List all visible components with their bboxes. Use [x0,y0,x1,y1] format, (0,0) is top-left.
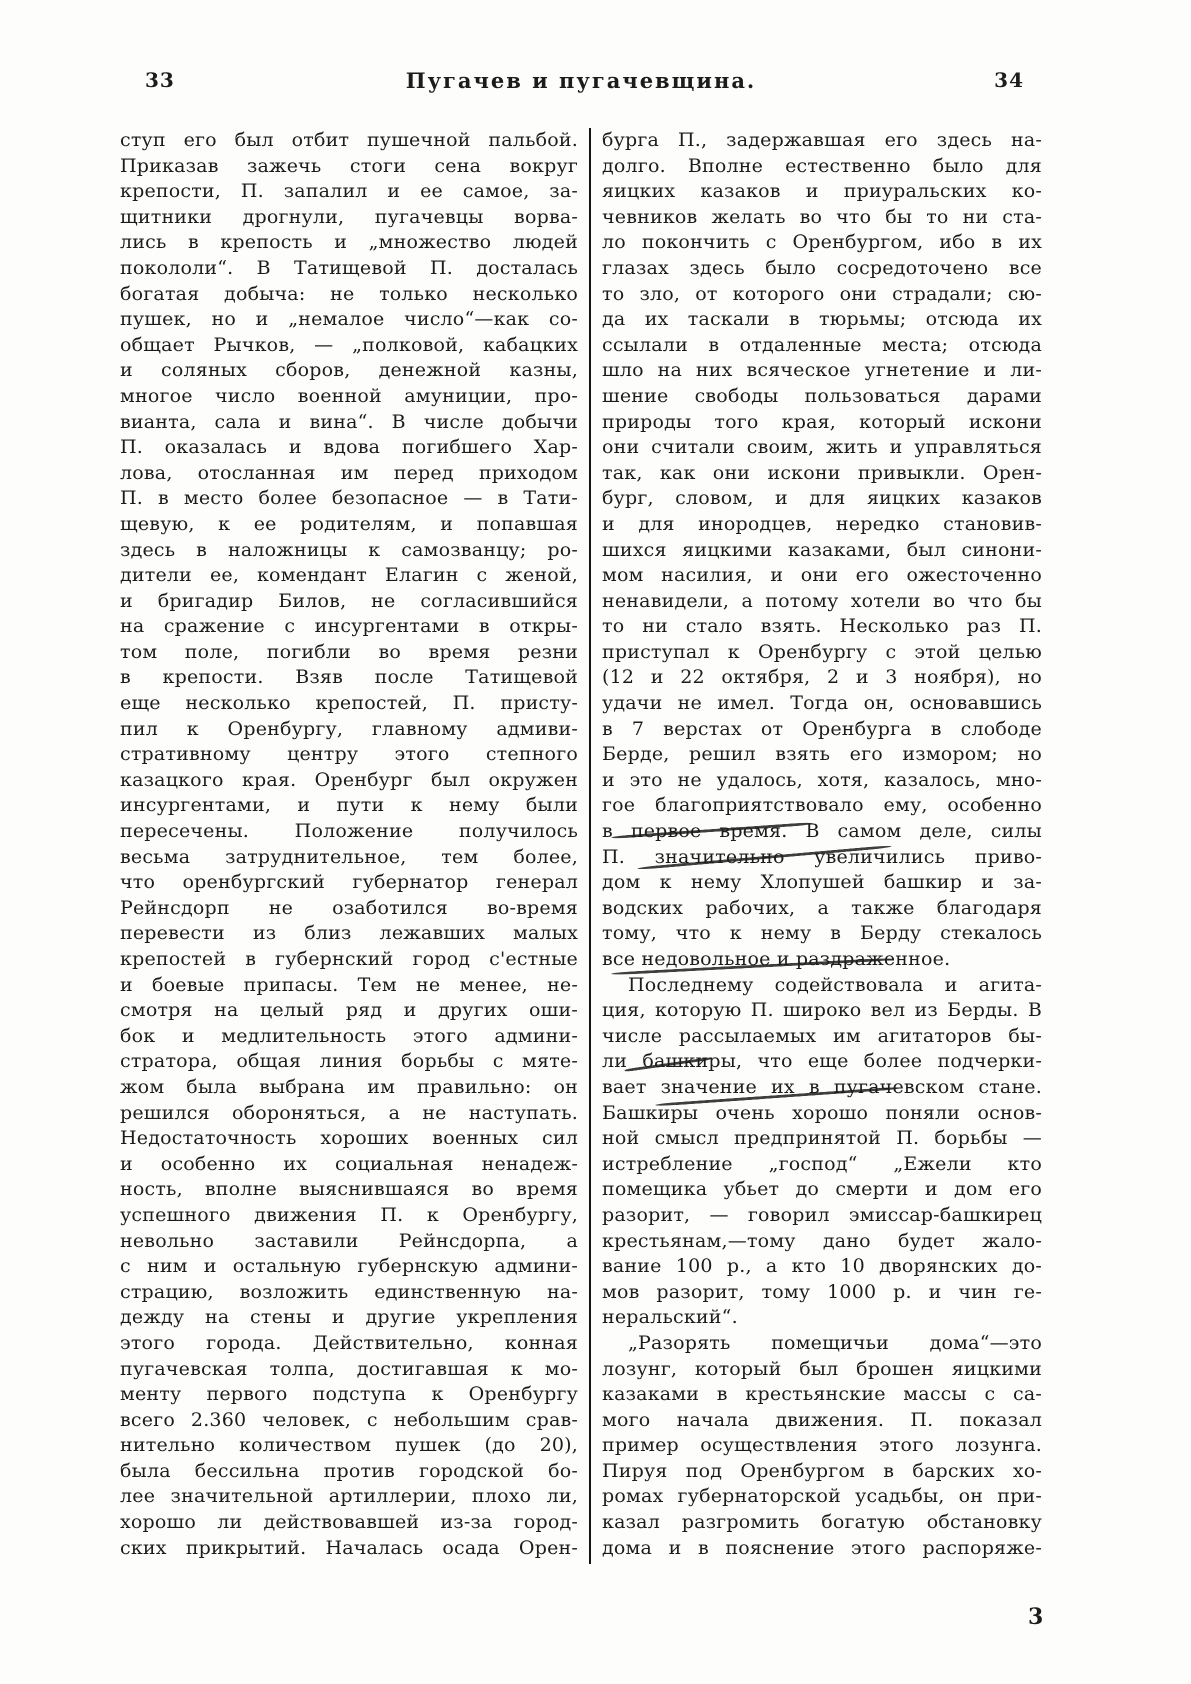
text-line: с ним и остальную губернскую админи- [120,1255,578,1278]
text-columns [120,128,1042,1564]
text-line: шихся яицкими казаками, был синони- [602,538,1042,561]
text-line: „Разорять помещичьи дома“—это [628,1331,1042,1354]
text-line: ность, вполне выяснившаяся во время [120,1178,578,1201]
text-line: ненавидели, а потому хотели во что бы [602,589,1042,612]
text-line: покололи“. В Татищевой П. досталась [120,256,578,279]
text-line: мов разорит, тому 1000 р. и чин ге- [602,1280,1042,1303]
text-line: шло на них всяческое угнетение и ли- [602,359,1042,382]
text-line: Рейнсдорп не озаботился во-время [120,896,578,919]
text-line: мого начала движения. П. показал [602,1408,1042,1431]
text-line: долго. Вполне естественно было для [602,154,1042,177]
text-line: тому, что к нему в Берду стекалось [602,922,1042,945]
pen-strike-mark [624,1057,712,1072]
text-line: ромах губернаторской усадьбы, он при- [602,1485,1042,1508]
text-line: казал разгромить богатую обстановку [602,1511,1042,1534]
text-line: они считали своим, жить и управляться [602,436,1042,459]
text-line: шение свободы пользоваться дарами [602,384,1042,407]
left-column [120,128,578,1561]
text-line: то зло, от которого они страдали; сю- [602,282,1042,305]
text-line: все недовольное и раздраженное. [602,947,1042,973]
text-line: да их таскали в тюрьмы; отсюда их [602,308,1042,331]
text-line: лозунг, который был брошен яицкими [602,1357,1042,1380]
text-line: еще несколько крепостей, П. присту- [120,692,578,715]
text-line: чевников желать во что бы то ни ста- [602,205,1042,228]
text-line: крепости, П. запалил и ее самое, за- [120,180,578,203]
text-line: крепостей в губернский город с'естные [120,948,578,970]
text-line: щевую, к ее родителям, и попавшая [120,512,578,535]
text-line: разорит, — говорил эмиссар-башкирец [602,1203,1042,1226]
page-number-left: 33 [145,68,175,92]
text-line: бок и медлительность этого админи- [120,1024,578,1047]
text-line: пересечены. Положение получилось [120,820,578,843]
text-line: гое благоприятствовало ему, особенно [602,794,1042,817]
text-line: жом была выбрана им правильно: он [120,1075,578,1098]
text-line: то ни стало взять. Несколько раз П. [602,615,1042,638]
text-line: мом насилия, и они его ожесточенно [602,564,1042,587]
text-line: глазах здесь было сосредоточено все [602,256,1042,279]
text-line: Недостаточность хороших военных сил [120,1127,578,1150]
text-line: Последнему содействовала и агита- [628,973,1042,996]
text-line: и боевые припасы. Тем не менее, не- [120,973,578,996]
text-line: ция, которую П. широко вел из Берды. В [602,999,1042,1022]
text-line: Приказав зажечь стоги сена вокруг [120,154,578,177]
text-line: бурга П., задержавшая его здесь на- [602,129,1042,151]
text-line: дома и в пояснение этого распоряже- [602,1536,1042,1559]
text-line: крестьянам,—тому дано будет жало- [602,1229,1042,1252]
text-line: и соляных сборов, денежной казны, [120,359,578,382]
pen-strike-mark [611,822,813,839]
text-line: в первое время. В самом деле, силы [602,820,1042,843]
text-line: дом к нему Хлопушей башкир и за- [602,871,1042,894]
text-line: и это не удалось, хотя, казалось, мно- [602,768,1042,791]
text-line: Берде, решил взять его измором; но [602,743,1042,766]
text-line: удачи не имел. Тогда он, основавшись [602,692,1042,715]
text-line: здесь в наложницы к самозванцу; ро- [120,538,578,561]
text-line: лова, отосланная им перед приходом [120,461,578,484]
text-line: Пируя под Оренбургом в барских хо- [602,1459,1042,1482]
text-line: казацкого края. Оренбург был окружен [120,768,578,791]
text-line: неральский“. [602,1306,738,1329]
text-line: приступал к Оренбургу с этой целью [602,640,1042,663]
text-line: и для инородцев, нередко становив- [602,512,1042,535]
text-line: (12 и 22 октября, 2 и 3 ноября), но [602,666,1042,689]
text-line: П. в место более безопасное — в Тати- [120,487,578,510]
text-line: многое число военной амуниции, про- [120,384,578,407]
text-line: была бессильна против городской бо- [120,1459,578,1482]
text-line: дежду на стены и другие укрепления [120,1306,578,1329]
text-line: ли башкиры, что еще более подчерки- [602,1050,1042,1073]
text-line: водских рабочих, а также благодаря [602,896,1042,919]
text-line: в 7 верстах от Оренбурга в слободе [602,717,1042,740]
text-line: стратора, общая линия борьбы с мяте- [120,1050,578,1073]
text-line: ло покончить с Оренбургом, ибо в их [602,231,1042,254]
text-line: богатая добыча: не только несколько [120,282,578,305]
text-line: вает значение их в пугачевском стане. [602,1075,1042,1101]
text-line: яицких казаков и приуральских ко- [602,180,1042,203]
text-line: весьма затруднительное, тем более, [120,845,578,868]
text-line: природы того края, который искони [602,410,1042,433]
page-header [120,68,1042,98]
text-line: всего 2.360 человек, с небольшим срав- [120,1408,578,1431]
text-line: на сражение с инсургентами в откры- [120,615,578,638]
text-line: Башкиры очень хорошо поняли основ- [602,1101,1042,1124]
text-line: помещика убьет до смерти и дом его [602,1178,1042,1201]
text-line: щитники дрогнули, пугачевцы ворва- [120,205,578,228]
text-line: пример осуществления этого лозунга. [602,1434,1042,1457]
pen-strike-mark [638,845,892,870]
text-line: ступ его был отбит пушечной пальбой. [120,129,578,151]
text-line: пугачевская толпа, достигавшая к мо- [120,1357,578,1380]
text-line: лее значительной артиллерии, плохо ли, [120,1485,578,1508]
text-line: невольно заставили Рейнсдорпа, а [120,1229,578,1252]
text-line: вание 100 р., а кто 10 дворянских до- [602,1255,1042,1278]
text-line: П. значительно увеличились приво- [602,845,1042,871]
text-line: перевести из близ лежавших малых [120,922,578,945]
text-line: ссылали в отдаленные места; отсюда [602,333,1042,356]
text-line: и особенно их социальная ненадеж- [120,1152,578,1175]
text-line: хорошо ли действовавшей из-за город- [120,1511,578,1534]
text-line: казаками в крестьянские массы с са- [602,1383,1042,1406]
page-number-right: 34 [994,68,1024,92]
text-line: том поле, погибли во время резни [120,640,578,663]
text-line: пил к Оренбургу, главному адмиви- [120,717,578,740]
text-line: решился обороняться, а не наступать. [120,1101,578,1124]
text-line: стративному центру этого степного [120,743,578,766]
column-divider-rule [589,128,591,1564]
text-line: пушек, но и „немалое число“—как со- [120,308,578,331]
text-line: нительно количеством пушек (до 20), [120,1434,578,1457]
text-line: этого города. Действительно, конная [120,1331,578,1354]
text-line: истребление „господ“ „Ежели кто [602,1152,1042,1175]
right-column [602,128,1042,1561]
text-line: менту первого подступа к Оренбургу [120,1383,578,1406]
signature-mark: 3 [1028,1604,1044,1630]
text-line: и бригадир Билов, не согласившийся [120,589,578,612]
text-line: П. оказалась и вдова погибшего Хар- [120,436,578,459]
text-line: инсургентами, и пути к нему были [120,794,578,817]
text-line: смотря на целый ряд и других оши- [120,999,578,1022]
text-line: что оренбургский губернатор генерал [120,871,578,894]
running-title: Пугачев и пугачевщина. [405,68,757,93]
text-line: в крепости. Взяв после Татищевой [120,666,578,689]
text-line: страцию, возложить единственную на- [120,1280,578,1303]
text-line: дители ее, комендант Елагин с женой, [120,564,578,587]
text-line: лись в крепость и „множество людей [120,231,578,254]
text-line: так, как они искони привыкли. Орен- [602,461,1042,484]
text-line: ной смысл предпринятой П. борьбы — [602,1127,1042,1150]
text-line: ских прикрытий. Началась осада Орен- [120,1536,578,1559]
text-line: общает Рычков, — „полковой, кабацких [120,333,578,356]
text-line: вианта, сала и вина“. В числе добычи [120,410,578,433]
text-line: успешного движения П. к Оренбургу, [120,1203,578,1226]
text-line: бург, словом, и для яицких казаков [602,487,1042,510]
text-line: числе рассылаемых им агитаторов бы- [602,1024,1042,1047]
